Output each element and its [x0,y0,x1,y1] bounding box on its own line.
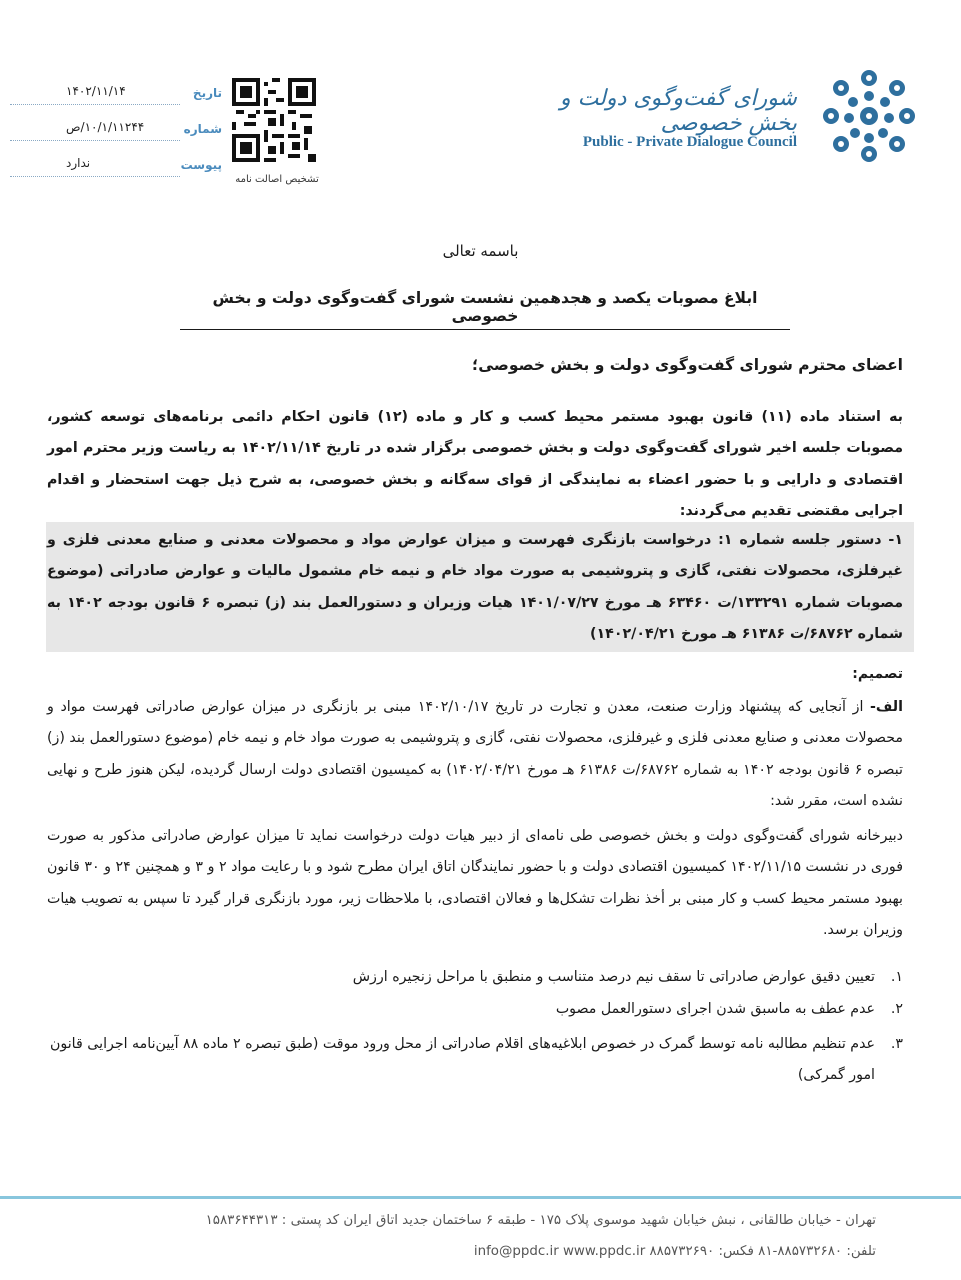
meta-attachment-value: ندارد [66,156,91,170]
meta-divider [10,104,180,105]
list-item [47,994,903,1025]
decision-label: تصمیم: [852,666,903,682]
rosette-logo-icon [813,66,925,166]
list-item-number: ۱. [890,969,903,985]
meta-number-value: ۱۰/۱/۱۱۲۴۴/ص [66,120,145,134]
list-item-text: تعیین دقیق عوارض صادراتی تا سقف نیم درصد متناسب و منطبق با مراحل زنجیره ارزش [352,969,875,985]
letter-meta [10,82,222,190]
footer-divider [0,1196,961,1199]
meta-number-label: شماره [183,122,222,136]
meta-divider [10,176,180,177]
meta-number [10,118,222,154]
list-item-number: ۳. [890,1036,903,1052]
intro-paragraph: به استناد ماده (۱۱) قانون بهبود مستمر محیط کسب و کار و ماده (۱۲) قانون احکام دائمی برنامه‌های توسعه کشور، مصوبات جلسه اخیر شورای گفت‌وگوی دولت و بخش خصوصی برگزار شده در تاریخ ۱۴۰۲/۱۱/۱۴ به ریاست وزیر محترم امور اقتصادی و دارایی و با حضور اعضاء به نمایندگی از قوای سه‌گانه و بخش خصوصی، به شرح ذیل جهت استحضار و اقدام اجرایی مقتضی تقدیم می‌گردند: [47,409,904,519]
bismillah-heading: باسمه تعالی [442,242,519,260]
meta-attachment [10,154,222,190]
logo-title-en: Public - Private Dialogue Council [582,134,797,150]
meta-date [10,82,222,118]
list-item-text: عدم عطف به ماسبق شدن اجرای دستورالعمل مصوب [555,1001,875,1017]
qr-caption: تشخیص اصالت نامه [235,174,319,185]
footer-contact: تلفن: ۸۸۵۷۳۲۶۸۰-۸۱ فکس: ۸۸۵۷۳۲۶۹۰ info@ppdc.ir www.ppdc.ir [473,1244,876,1259]
meta-divider [10,140,180,141]
qr-code-icon[interactable] [232,78,316,162]
list-item [47,1029,903,1091]
agenda-paragraph: ۱- دستور جلسه شماره ۱: درخواست بازنگری فهرست و میزان عوارض مواد و محصولات معدنی و صنایع معدنی فلزی و غیرفلزی، محصولات نفتی، گازی و پتروشیمی به صورت مواد خام و نیمه خام مشمول مالیات و عوارض صادراتی (موضوع مصوبات شماره ۱۳۳۲۹۱/ت ۶۳۴۶۰ هـ مورخ ۱۴۰۱/۰۷/۲۷ هیات وزیران و دستورالعمل بند (ز) تبصره ۶ قانون بودجه ۱۴۰۲ به شماره ۶۸۷۶۲/ت ۶۱۳۸۶ هـ مورخ ۱۴۰۲/۰۴/۲۱) [47,532,903,642]
list-item-number: ۲. [890,1001,903,1017]
meta-date-value: ۱۴۰۲/۱۱/۱۴ [66,84,126,98]
decision-a-label: الف- [870,699,903,715]
list-item-text: عدم تنظیم مطالبه نامه توسط گمرک در خصوص ابلاغیه‌های اقلام صادراتی از محل ورود موقت (طبق تبصره ۲ ماده ۸۸ آیین‌نامه اجرایی قانون امور گمرکی) [49,1036,875,1083]
footer-address: تهران - خیابان طالقانی ، نبش خیابان شهید موسوی پلاک ۱۷۵ - طبقه ۶ ساختمان جدید اتاق ایران کد پستی : ۱۵۸۳۶۴۴۳۱۳ [205,1213,876,1228]
decision-a-paragraph [47,692,903,817]
meta-date-label: تاریخ [192,86,222,100]
letter-title: ابلاغ مصوبات یکصد و هجدهمین نشست شورای گفت‌وگوی دولت و بخش خصوصی [180,289,790,330]
decision-a-text: از آنجایی که پیشنهاد وزارت صنعت، معدن و تجارت در تاریخ ۱۴۰۲/۱۰/۱۷ مبنی بر بازنگری در میزان عوارض صادراتی فهرست مواد و محصولات معدنی و صنایع معدنی فلزی و غیرفلزی، محصولات نفتی، گازی و پتروشیمی به صورت مواد خام و نیمه خام (موضوع دستورالعمل بند (ز) تبصره ۶ قانون بودجه ۱۴۰۲ به شماره ۶۸۷۶۲/ت ۶۱۳۸۶ هـ مورخ ۱۴۰۲/۰۴/۲۱) به کمیسیون اقتصادی دولت ارسال گردیده، لیکن هنوز طرح و نهایی نشده است، مقرر شد: [47,699,903,809]
salutation: اعضای محترم شورای گفت‌وگوی دولت و بخش خصوصی؛ [472,356,903,374]
logo-title-fa: شورای گفت‌وگوی دولت و بخش خصوصی [560,86,797,136]
meta-attachment-label: پیوست [180,158,222,172]
decision-body-paragraph: دبیرخانه شورای گفت‌وگوی دولت و بخش خصوصی طی نامه‌ای از دبیر هیات دولت درخواست نماید تا میزان عوارض صادراتی مذکور به صورت فوری در نشست ۱۴۰۲/۱۱/۱۵ کمیسیون اقتصادی دولت و با حضور نمایندگان اتاق ایران مطرح شود و با رعایت مواد ۲ و ۳ و همچنین ۲۴ و ۳۰ قانون بهبود مستمر محیط کسب و کار مبنی بر أخذ نظرات تشکل‌ها و فعالان اقتصادی، با ملاحظات زیر، مورد بازنگری قرار گیرد تا سپس به تصویب هیات وزیران برسد. [47,828,903,938]
list-item [47,962,903,993]
council-logo [525,66,925,166]
